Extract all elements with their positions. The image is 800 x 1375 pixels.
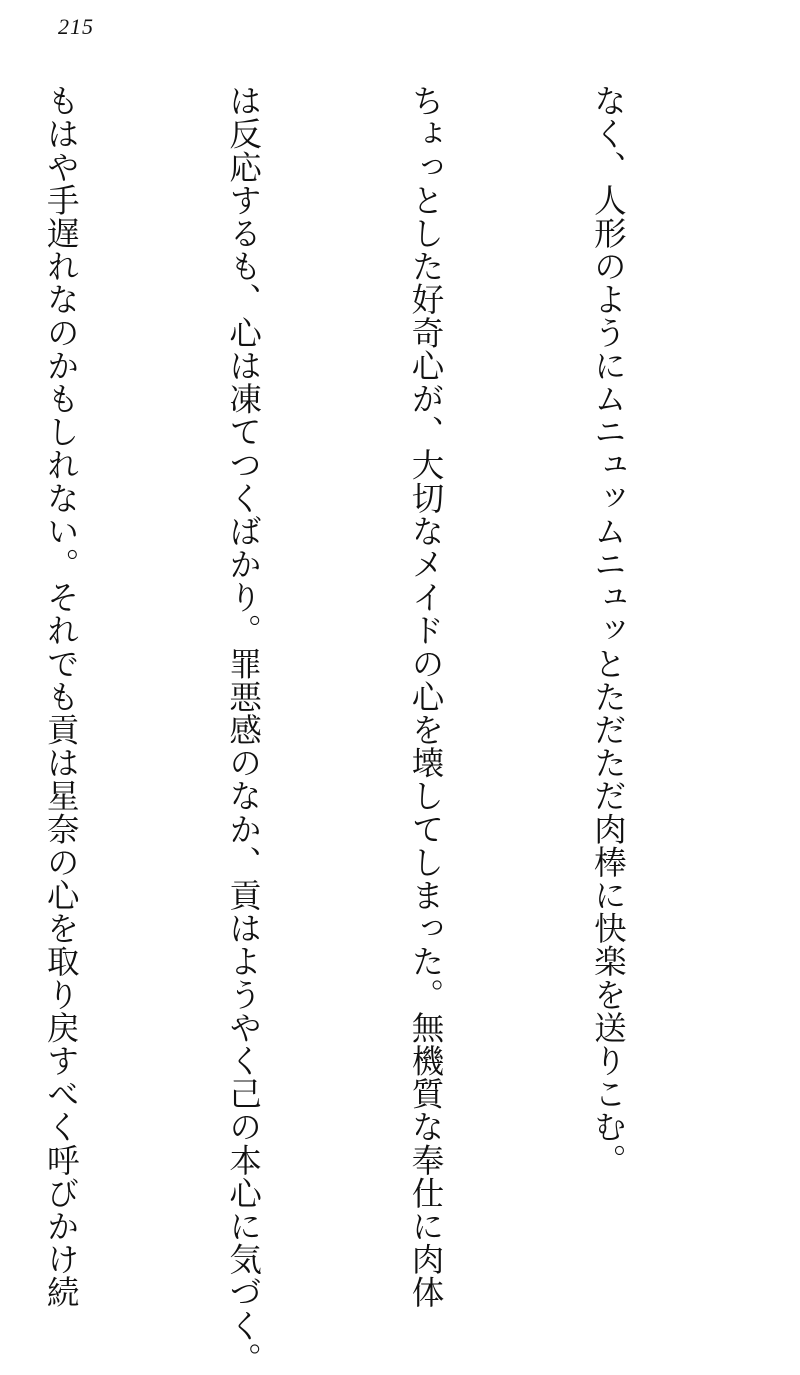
page-number: 215: [58, 14, 94, 39]
text-line: ちょっとした好奇心が、大切なメイドの心を壊してしまった。無機質な奉仕に肉体: [407, 84, 446, 1309]
body-text: [0, 84, 760, 1375]
text-line: は反応するも、心は凍てつくばかり。罪悪感のなか、貢はようやく己の本心に気づく。: [224, 84, 263, 1375]
text-line: もはや手遅れなのかもしれない。それでも貢は星奈の心を取り戻すべく呼びかけ続: [42, 84, 81, 1309]
text-line: なく、人形のようにムニュッムニュッとただただ肉棒に快楽を送りこむ。: [589, 84, 628, 1177]
